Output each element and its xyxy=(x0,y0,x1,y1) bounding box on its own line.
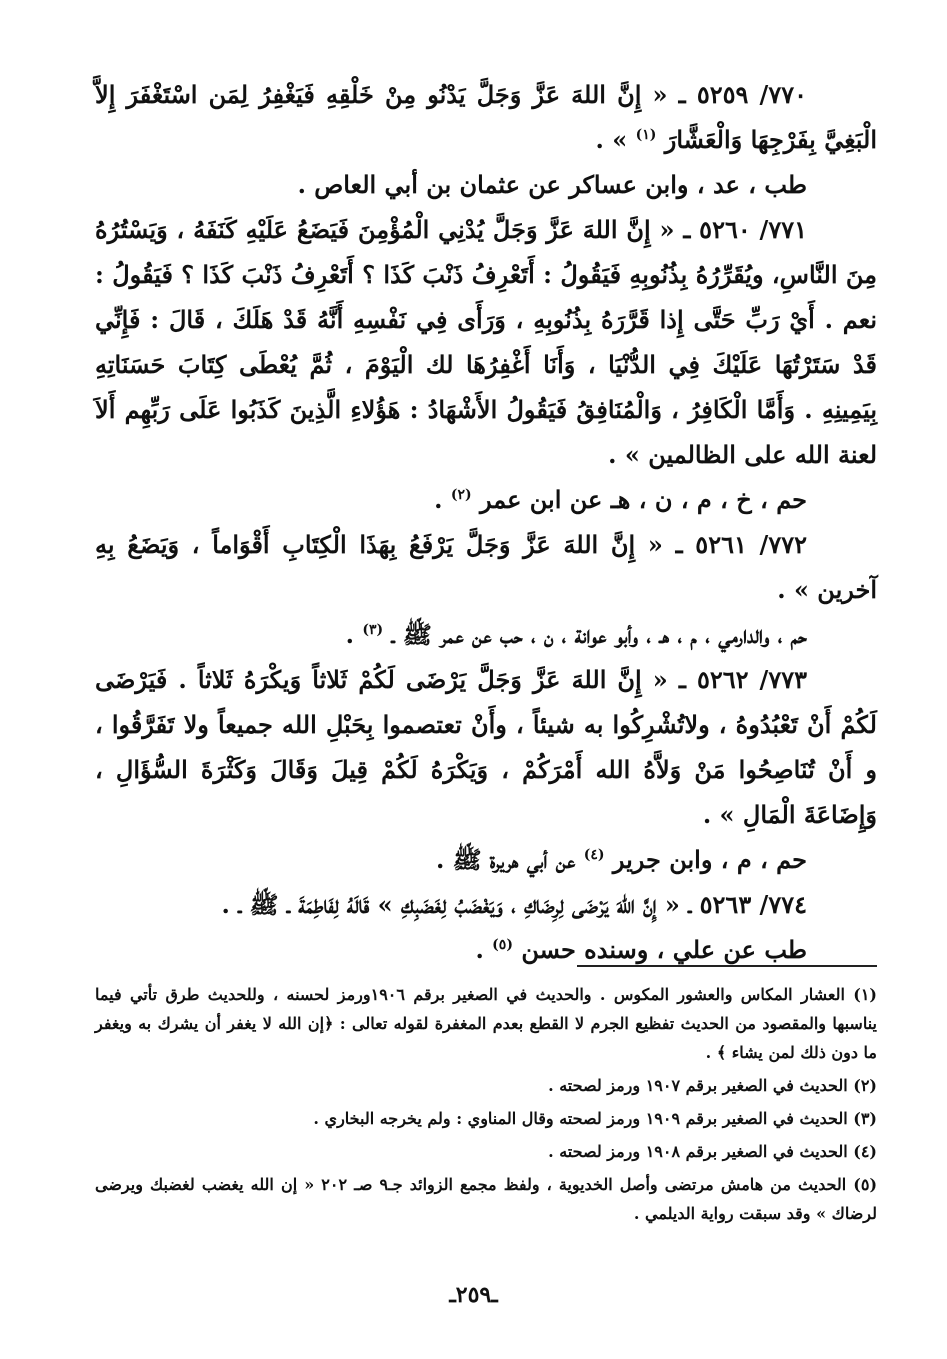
hadith-773-source xyxy=(95,837,877,882)
footnote-marker: (٥) xyxy=(492,937,513,953)
source-end: . xyxy=(475,935,484,964)
footnotes xyxy=(95,980,877,1232)
footnote-4: (٤) الحديث في الصغير برقم ١٩٠٨ ورمز لصحته . xyxy=(548,1142,877,1161)
source-text: حم ، والدارمي ، م ، هـ ، وأبو عوانة ، ن ، حب عن عمر ﷺ ـ xyxy=(391,620,807,649)
hadith-771 xyxy=(95,207,877,477)
source-text: حم ، خ ، م ، ن ، هـ عن ابن عمر xyxy=(479,485,807,514)
main-text xyxy=(95,72,877,972)
hadith-number: ٧٧٠/ ٥٢٥٩ ـ xyxy=(678,80,807,109)
hadith-text: « إِنَّ اللهَ يَرْضَى لِرِضَاكِ ، وَيَغْضَبُ لِغَضَبِكِ » قَالَهُ لِفَاطِمَةَ ـ ﷺ ـ . xyxy=(221,890,680,919)
footnote-separator xyxy=(577,965,877,967)
source-text: طب عن علي ، وسنده حسن xyxy=(521,935,807,964)
footnote-marker: (١) xyxy=(635,127,657,143)
hadith-number: ٧٧٢/ ٥٢٦١ ـ xyxy=(675,530,807,559)
hadith-text: « إِنَّ اللهَ عَزَّ وَجَلَّ يُدْنِي الْمُؤْمِنَ فَيَضَعُ عَلَيْهِ كَنَفَهُ ، وَيَسْتُرُهُ مِنَ النَّاسِ، ويُقَرِّرُهُ بِذُنُوبِهِ فَيَقُولُ : أَتَعْرِفُ ذَنْبَ كَذَا ؟ أَتَعْرِفُ ذَنْبَ كَذَا ؟ فَيَقُولُ : نعم . أَيْ رَبِّ حَتَّى إِذا قَرَّرَهُ بِذُنُوبِهِ ، وَرَأَى فِي نَفْسِهِ أَنَّهُ قَدْ هَلَكَ ، قَالَ : فَإِنِّي قَدْ سَتَرْتُهَا عَلَيْكَ فِي الدُّنْيَا ، وَأَنَا أَغْفِرُهَا لك الْيَوْمَ ، ثُمَّ يُعْطَى كِتَابَ حَسَنَاتِهِ بِيَمِينِهِ . وَأَمَّا الْكَافِرُ ، وَالْمُنَافِقُ فَيَقُولُ الأَشْهَادُ : هَؤُلاءِ الَّذِينَ كَذَبُوا عَلَى رَبِّهِم أَلاَ لعنة الله على الظالمين » . xyxy=(95,215,877,469)
footnote-marker: (٢) xyxy=(450,487,472,503)
hadith-772 xyxy=(95,522,877,612)
page-number: ـ٢٥٩ـ xyxy=(449,1282,498,1308)
hadith-770-source xyxy=(95,162,877,207)
source-end: عن أبي هريرة ﷺ . xyxy=(435,845,576,874)
hadith-773 xyxy=(95,657,877,837)
source-text: طب ، عد ، وابن عساكر عن عثمان بن أبي العاص . xyxy=(297,170,807,199)
hadith-number: ٧٧٣/ ٥٢٦٢ ـ xyxy=(678,665,807,694)
hadith-770 xyxy=(95,72,877,162)
footnote-marker: (٣) xyxy=(362,622,384,638)
hadith-text: « إِنَّ اللهَ عَزَّ وَجَلَّ يَدْنُو مِنْ خَلْقِهِ فَيَغْفِرُ لِمَن اسْتَغْفَرَ إِلاَّ الْبَغِيَّ بِفَرْجِهَا وَالْعَشَّارَ xyxy=(95,80,877,154)
source-end: . xyxy=(434,485,443,514)
hadith-text: « إِنَّ اللهَ عَزَّ وَجَلَّ يَرْضَى لَكُمْ ثَلاثاً وَيكْرَهُ ثَلاثاً . فَيَرْضَى لَكُمْ أَنْ تَعْبُدُوهُ ، ولاتُشْرِكُوا به شيئاً ، وأَنْ تعتصموا بِحَبْلِ الله جميعاً ولا تَفَرَّقُوا ، و أَنْ تُنَاصِحُوا مَنْ وَلاَّهُ الله أَمْرَكُمْ ، وَيَكْرَهُ لَكُمْ قِيلَ وَقَالَ وَكَثْرَةَ السُّؤَالِ ، وَإِضَاعَةَ الْمَالِ » . xyxy=(95,665,877,829)
footnote-2: (٢) الحديث في الصغير برقم ١٩٠٧ ورمز لصحته . xyxy=(548,1076,877,1095)
footnote-5: (٥) الحديث من هامش مرتضى وأصل الخديوية ، ولفظ مجمع الزوائد جـ٩ صـ ٢٠٢ « إن الله يغضب لغضبك ويرضى لرضاك » وقد سبقت رواية الديلمي . xyxy=(95,1175,878,1223)
hadith-774 xyxy=(95,882,877,927)
footnote-1: (١) العشار المكاس والعشور المكوس . والحديث في الصغير برقم ١٩٠٦ورمز لحسنه ، وللحديث طرق تأتي فيما يناسبها والمقصود من الحديث تفظيع الجرم لا القطع بعدم المغفرة لقوله تعالى : ﴿إن الله لا يغفر أن يشرك به ويغفر ما دون ذلك لمن يشاء ﴾ . xyxy=(95,985,877,1062)
hadith-closing: » . xyxy=(595,125,628,154)
source-end: . xyxy=(345,620,355,649)
hadith-number: ٧٧٤/ ٥٢٦٣ ـ xyxy=(688,890,807,919)
source-text: حم ، م ، وابن جرير xyxy=(612,845,807,874)
hadith-772-source xyxy=(95,612,877,657)
hadith-771-source xyxy=(95,477,877,522)
footnote-3: (٣) الحديث في الصغير برقم ١٩٠٩ ورمز لصحته وقال المناوي : ولم يخرجه البخاري . xyxy=(313,1109,877,1128)
footnote-marker: (٤) xyxy=(583,847,605,863)
hadith-text: « إِنَّ اللهَ عَزَّ وَجَلَّ يَرْفَعُ بِهَذَا الْكِتَابِ أَقْوَاماً ، وَيَضَعُ بِهِ آخرين » . xyxy=(95,530,877,604)
hadith-number: ٧٧١/ ٥٢٦٠ ـ xyxy=(683,215,807,244)
